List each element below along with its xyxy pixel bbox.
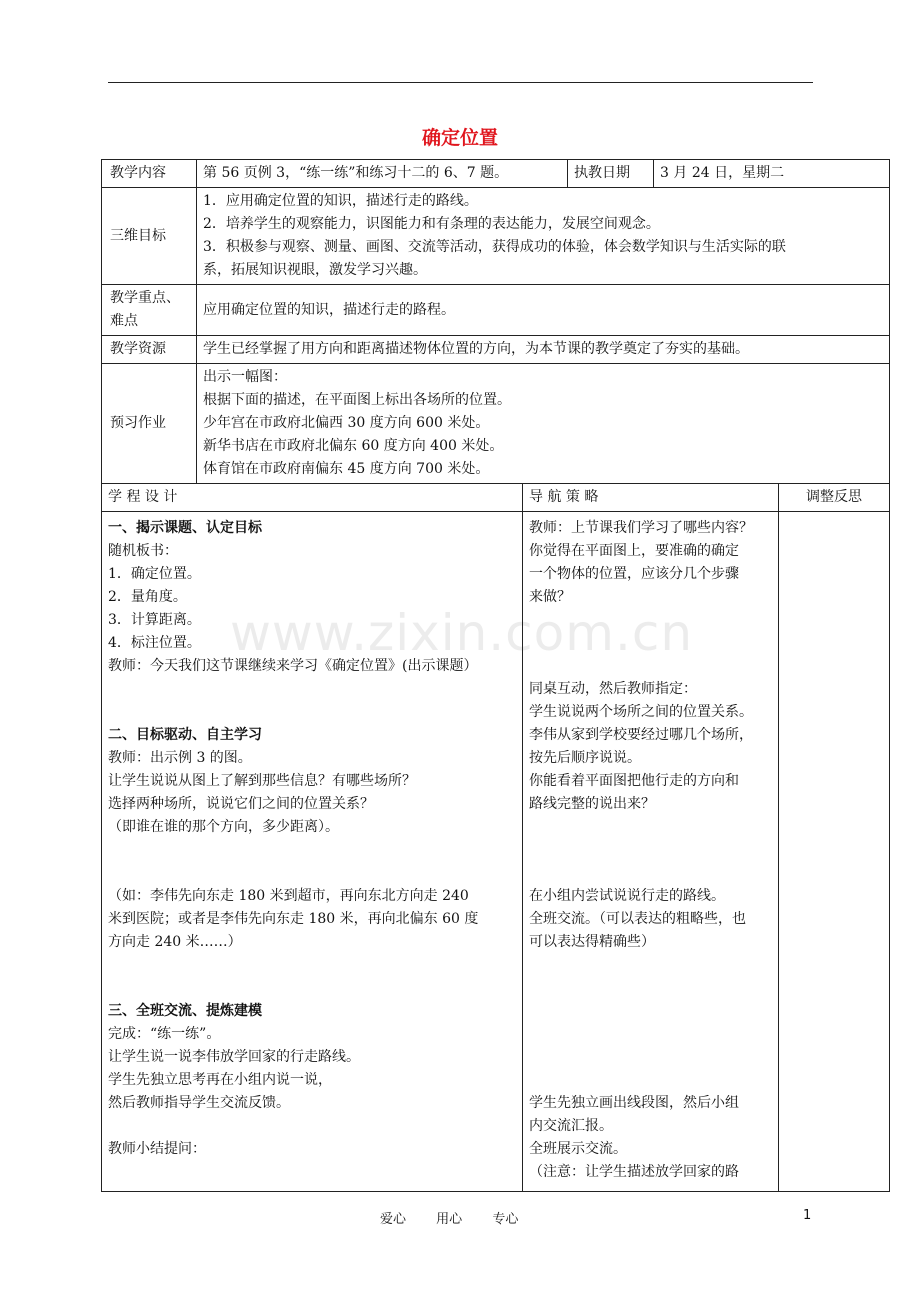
strategy-line: 在小组内尝试说说行走的路线。 — [529, 888, 725, 904]
homework-line: 少年宫在市政府北偏西 30 度方向 600 米处。 — [203, 415, 490, 431]
reflection-column — [779, 512, 890, 1192]
page-title: 确定位置 — [421, 127, 498, 149]
goal-line: 3．积极参与观察、测量、画图、交流等活动，获得成功的体验，体会数学知识与生活实际的联 — [203, 239, 786, 255]
strategy-line: 一个物体的位置，应该分几个步骤 — [529, 566, 739, 582]
focus-label — [102, 285, 197, 336]
strategy-column — [523, 512, 779, 1192]
strategy-line: 全班展示交流。 — [529, 1141, 627, 1157]
design-line: 让学生说一说李伟放学回家的行走路线。 — [108, 1049, 360, 1065]
design-line: 教师小结提问： — [108, 1141, 206, 1157]
reflection-header: 调整反思 — [779, 484, 890, 512]
watermark: www.zixin.com.cn — [230, 604, 694, 662]
row-body — [102, 512, 890, 1192]
lesson-plan-table — [101, 159, 890, 1192]
design-line: 选择两种场所，说说它们之间的位置关系？ — [108, 796, 374, 812]
design-line: 完成：“练一练”。 — [108, 1026, 221, 1042]
strategy-line: （注意：让学生描述放学回家的路 — [529, 1164, 739, 1180]
section-heading: 一、揭示课题、认定目标 — [108, 520, 262, 536]
design-line: 3．计算距离。 — [108, 612, 201, 628]
strategy-line: 教师：上节课我们学习了哪些内容？ — [529, 520, 753, 536]
goals-label: 三维目标 — [102, 188, 197, 285]
design-line: 米到医院；或者是李伟先向东走 180 米，再向北偏东 60 度 — [108, 911, 479, 927]
row-focus — [102, 285, 890, 336]
goal-line: 1．应用确定位置的知识，描述行走的路线。 — [203, 193, 478, 209]
focus-label-line: 教学重点、 — [110, 290, 180, 306]
design-line: 2．量角度。 — [108, 589, 187, 605]
footer-text: 专心 — [492, 1212, 519, 1227]
footer-text: 用心 — [436, 1212, 463, 1227]
resources-value: 学生已经掌握了用方向和距离描述物体位置的方向，为本节课的教学奠定了夯实的基础。 — [197, 336, 890, 364]
strategy-line: 路线完整的说出来？ — [529, 796, 655, 812]
section-heading: 三、全班交流、提炼建模 — [108, 1003, 262, 1019]
goals-value — [197, 188, 890, 285]
strategy-line: 学生先独立画出线段图，然后小组 — [529, 1095, 739, 1111]
header-rule — [108, 82, 813, 83]
strategy-line: 来做？ — [529, 589, 571, 605]
design-line: 方向走 240 米……） — [108, 934, 242, 950]
goal-line: 2．培养学生的观察能力，识图能力和有条理的表达能力，发展空间观念。 — [203, 216, 660, 232]
homework-line: 出示一幅图： — [203, 369, 287, 385]
design-line: 教师：今天我们这节课继续来学习《确定位置》(出示课题） — [108, 658, 478, 674]
homework-line: 体育馆在市政府南偏东 45 度方向 700 米处。 — [203, 461, 490, 477]
homework-line: 新华书店在市政府北偏东 60 度方向 400 米处。 — [203, 438, 504, 454]
strategy-line: 你能看着平面图把他行走的方向和 — [529, 773, 739, 789]
strategy-line: 学生说说两个场所之间的位置关系。 — [529, 704, 753, 720]
strategy-header: 导 航 策 略 — [523, 484, 779, 512]
design-line: （如：李伟先向东走 180 米到超市，再向东北方向走 240 — [108, 888, 469, 904]
row-content — [102, 160, 890, 188]
row-goals — [102, 188, 890, 285]
design-line: 4．标注位置。 — [108, 635, 201, 651]
design-line: （即谁在谁的那个方向，多少距离）。 — [108, 819, 339, 835]
row-column-headers — [102, 484, 890, 512]
design-line: 学生先独立思考再在小组内说一说， — [108, 1072, 332, 1088]
design-line: 1．确定位置。 — [108, 566, 201, 582]
date-value: 3 月 24 日，星期二 — [654, 160, 890, 188]
content-label: 教学内容 — [102, 160, 197, 188]
page-number: 1 — [803, 1208, 812, 1223]
homework-value — [197, 364, 890, 484]
strategy-line: 你觉得在平面图上，要准确的确定 — [529, 543, 739, 559]
strategy-line: 内交流汇报。 — [529, 1118, 613, 1134]
footer-text: 爱心 — [380, 1212, 407, 1227]
design-line: 教师：出示例 3 的图。 — [108, 750, 252, 766]
design-line: 然后教师指导学生交流反馈。 — [108, 1095, 290, 1111]
focus-label-line: 难点 — [110, 313, 138, 329]
homework-line: 根据下面的描述，在平面图上标出各场所的位置。 — [203, 392, 511, 408]
design-header: 学 程 设 计 — [102, 484, 523, 512]
strategy-line: 按先后顺序说说。 — [529, 750, 641, 766]
strategy-line: 全班交流。（可以表达的粗略些，也 — [529, 911, 746, 927]
focus-value: 应用确定位置的知识，描述行走的路程。 — [197, 285, 890, 336]
homework-label: 预习作业 — [102, 364, 197, 484]
resources-label: 教学资源 — [102, 336, 197, 364]
row-resources — [102, 336, 890, 364]
design-line: 让学生说说从图上了解到那些信息？有哪些场所？ — [108, 773, 416, 789]
strategy-line: 可以表达得精确些） — [529, 934, 655, 950]
goal-line: 系，拓展知识视眼，激发学习兴趣。 — [203, 262, 427, 278]
strategy-line: 李伟从家到学校要经过哪几个场所， — [529, 727, 753, 743]
design-line: 随机板书： — [108, 543, 178, 559]
design-column — [102, 512, 523, 1192]
content-value: 第 56 页例 3，“练一练”和练习十二的 6、7 题。 — [197, 160, 568, 188]
row-homework — [102, 364, 890, 484]
strategy-line: 同桌互动，然后教师指定： — [529, 681, 697, 697]
section-heading: 二、目标驱动、自主学习 — [108, 727, 262, 743]
date-label: 执教日期 — [568, 160, 654, 188]
